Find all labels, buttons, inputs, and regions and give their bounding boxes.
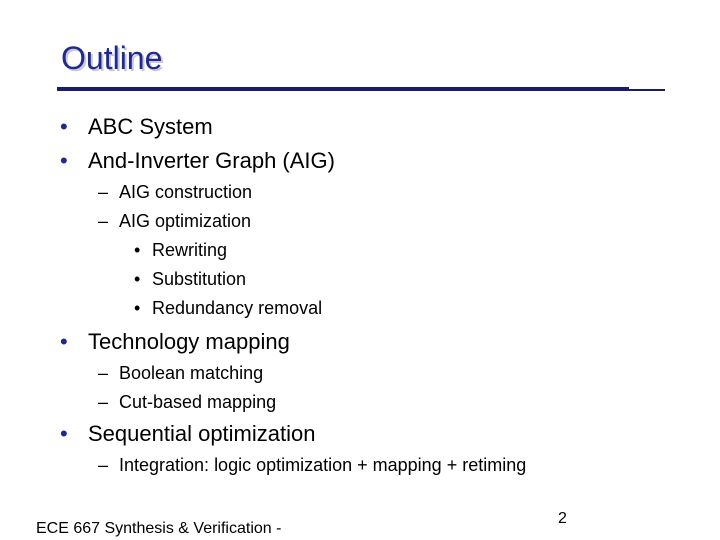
bullet-text: Sequential optimization <box>88 421 316 446</box>
sub-sub-bullet-marker: • <box>134 298 141 318</box>
sub-bullet-marker: – <box>98 182 109 202</box>
sub-sub-bullet-text: Redundancy removal <box>152 298 323 318</box>
sub-bullet-text: AIG construction <box>119 182 253 202</box>
sub-sub-bullet-text: Substitution <box>152 269 247 289</box>
sub-sub-bullet-marker: • <box>134 269 141 289</box>
bullet-text: Technology mapping <box>88 329 290 354</box>
sub-bullet-text: Boolean matching <box>119 363 264 383</box>
sub-bullet-text: Integration: logic optimization + mapping + retiming <box>119 455 527 475</box>
title-underline-tail <box>629 89 665 91</box>
sub-bullet-marker: – <box>98 363 109 383</box>
sub-bullet-text: Cut-based mapping <box>119 392 277 412</box>
title-underline <box>57 87 629 91</box>
bullet-marker: • <box>60 114 68 139</box>
sub-sub-bullet-text: Rewriting <box>152 240 228 260</box>
bullet-marker: • <box>60 148 68 173</box>
sub-bullet-marker: – <box>98 392 109 412</box>
bullet-text: And-Inverter Graph (AIG) <box>88 148 335 173</box>
slide-title: Outline <box>61 40 163 76</box>
bullet-marker: • <box>60 329 68 354</box>
sub-bullet-text: AIG optimization <box>119 211 252 231</box>
sub-sub-bullet-marker: • <box>134 240 141 260</box>
bullet-marker: • <box>60 421 68 446</box>
sub-bullet-marker: – <box>98 455 109 475</box>
page-number: 2 <box>558 510 567 527</box>
slide-footer: ECE 667 Synthesis & Verification - <box>36 520 282 537</box>
bullet-text: ABC System <box>88 114 213 139</box>
sub-bullet-marker: – <box>98 211 109 231</box>
